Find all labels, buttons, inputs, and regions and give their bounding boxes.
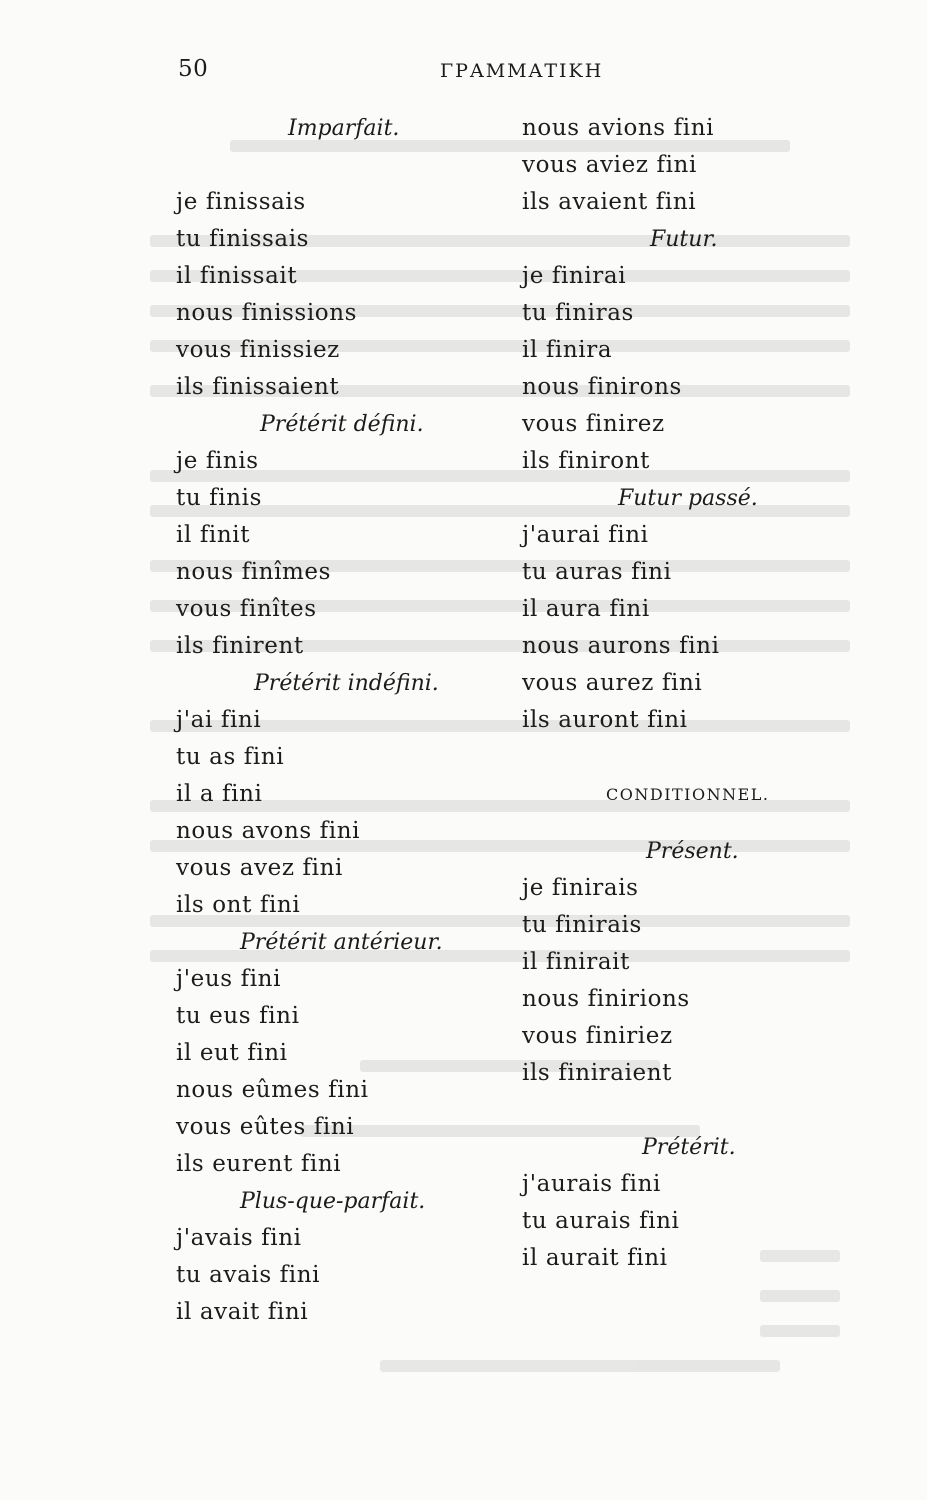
conjugation-line: tu as fini xyxy=(176,744,285,770)
page-number: 50 xyxy=(178,56,209,82)
running-head: ΓΡΑΜΜΑΤΙΚΗ xyxy=(440,60,604,82)
conjugation-line: ils avaient fini xyxy=(522,189,697,215)
conjugation-line: ils eurent fini xyxy=(176,1151,342,1177)
conjugation-line: tu finissais xyxy=(176,226,310,252)
tense-heading-preterit: Prétérit. xyxy=(642,1135,736,1160)
conjugation-line: ils ont fini xyxy=(176,892,301,918)
conjugation-line: vous finîtes xyxy=(176,596,317,622)
conjugation-line: nous finîmes xyxy=(176,559,332,585)
conjugation-line: vous avez fini xyxy=(176,855,343,881)
conjugation-line: ils finirent xyxy=(176,633,304,659)
conjugation-line: tu aurais fini xyxy=(522,1208,680,1234)
left-column xyxy=(176,110,476,1331)
conjugation-line: vous aurez fini xyxy=(522,670,703,696)
conjugation-line: ils auront fini xyxy=(522,707,688,733)
tense-heading-preterit-anterieur: Prétérit antérieur. xyxy=(240,930,443,955)
conjugation-line: il finit xyxy=(176,522,251,548)
conjugation-line: ils finissaient xyxy=(176,374,340,400)
tense-heading-preterit-defini: Prétérit défini. xyxy=(260,412,424,437)
tense-heading-imparfait: Imparfait. xyxy=(288,116,400,141)
conjugation-line: vous finissiez xyxy=(176,337,340,363)
conjugation-line: nous finirions xyxy=(522,986,690,1012)
tense-heading-futur: Futur. xyxy=(650,227,718,252)
tense-heading-preterit-indefini: Prétérit indéfini. xyxy=(254,671,439,696)
conjugation-line: tu avais fini xyxy=(176,1262,321,1288)
conjugation-line: tu eus fini xyxy=(176,1003,300,1029)
conjugation-line: il avait fini xyxy=(176,1299,309,1325)
conjugation-line: ils finiraient xyxy=(522,1060,672,1086)
conjugation-line: tu auras fini xyxy=(522,559,672,585)
conjugation-line: j'eus fini xyxy=(176,966,282,992)
conjugation-line: j'ai fini xyxy=(176,707,262,733)
conjugation-line: j'aurais fini xyxy=(522,1171,661,1197)
conjugation-line: je finirais xyxy=(522,875,639,901)
conjugation-line: vous aviez fini xyxy=(522,152,697,178)
conjugation-line: il aura fini xyxy=(522,596,650,622)
conjugation-line: nous avions fini xyxy=(522,115,715,141)
conjugation-line: j'aurai fini xyxy=(522,522,649,548)
tense-heading-futur-passe: Futur passé. xyxy=(618,486,758,511)
tense-heading-plus-que-parfait: Plus-que-parfait. xyxy=(240,1189,426,1214)
conjugation-line: je finirai xyxy=(522,263,627,289)
conjugation-line: tu finiras xyxy=(522,300,634,326)
right-column xyxy=(522,110,802,1277)
conjugation-line: vous eûtes fini xyxy=(176,1114,355,1140)
conjugation-line: il a fini xyxy=(176,781,263,807)
conjugation-line: j'avais fini xyxy=(176,1225,302,1251)
conjugation-line: vous finiriez xyxy=(522,1023,673,1049)
conjugation-line: ils finiront xyxy=(522,448,650,474)
tense-heading-present: Présent. xyxy=(646,839,739,864)
conjugation-line: il aurait fini xyxy=(522,1245,668,1271)
conjugation-line: je finis xyxy=(176,448,259,474)
conjugation-line: vous finirez xyxy=(522,411,665,437)
conjugation-line: nous aurons fini xyxy=(522,633,720,659)
conjugation-line: je finissais xyxy=(176,189,306,215)
conjugation-line: il finissait xyxy=(176,263,298,289)
conjugation-line: nous finirons xyxy=(522,374,682,400)
conjugation-line: nous eûmes fini xyxy=(176,1077,369,1103)
conjugation-line: il finirait xyxy=(522,949,630,975)
conjugation-line: il finira xyxy=(522,337,613,363)
conjugation-line: nous avons fini xyxy=(176,818,361,844)
conjugation-line: nous finissions xyxy=(176,300,358,326)
mood-heading-conditionnel: CONDITIONNEL. xyxy=(606,785,770,804)
conjugation-line: tu finis xyxy=(176,485,263,511)
conjugation-line: tu finirais xyxy=(522,912,642,938)
conjugation-line: il eut fini xyxy=(176,1040,288,1066)
